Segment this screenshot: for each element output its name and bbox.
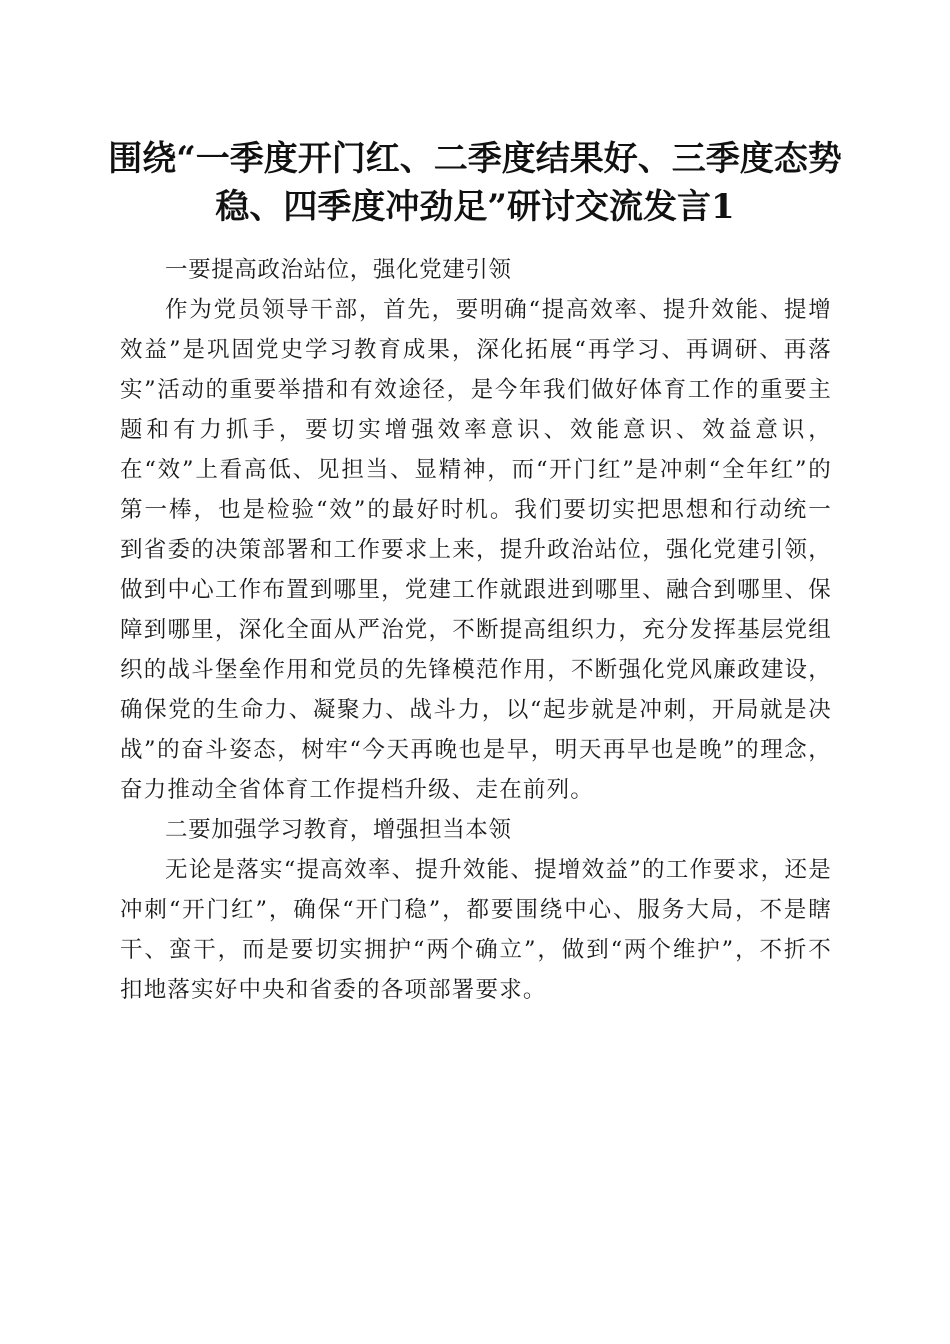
document-body [120, 250, 832, 1010]
section-heading-1: 一要提高政治站位，强化党建引领 [165, 257, 512, 283]
section-paragraph-2: 无论是落实“提高效率、提升效能、提增效益”的工作要求，还是冲刺“开门红”，确保“开门稳”，都要围绕中心、服务大局，不是瞎干、蛮干，而是要切实拥护“两个确立”，做到“两个维护”，不折不扣地落实好中央和省委的各项部署要求。 [120, 857, 832, 1003]
document-title: 围绕“一季度开门红、二季度结果好、三季度态势稳、四季度冲劲足”研讨交流发言1 [108, 139, 842, 227]
section-heading-2: 二要加强学习教育，增强担当本领 [165, 817, 512, 843]
section-paragraph-1: 作为党员领导干部，首先，要明确“提高效率、提升效能、提增效益”是巩固党史学习教育成果，深化拓展“再学习、再调研、再落实”活动的重要举措和有效途径，是今年我们做好体育工作的重要主题和有力抓手，要切实增强效率意识、效能意识、效益意识，在“效”上看高低、见担当、显精神，而“开门红”是冲刺“全年红”的第一棒，也是检验“效”的最好时机。我们要切实把思想和行动统一到省委的决策部署和工作要求上来，提升政治站位，强化党建引领，做到中心工作布置到哪里，党建工作就跟进到哪里、融合到哪里、保障到哪里，深化全面从严治党，不断提高组织力，充分发挥基层党组织的战斗堡垒作用和党员的先锋模范作用，不断强化党风廉政建设，确保党的生命力、凝聚力、战斗力，以“起步就是冲刺，开局就是决战”的奋斗姿态，树牢“今天再晚也是早，明天再早也是晚”的理念，奋力推动全省体育工作提档升级、走在前列。 [120, 297, 832, 803]
